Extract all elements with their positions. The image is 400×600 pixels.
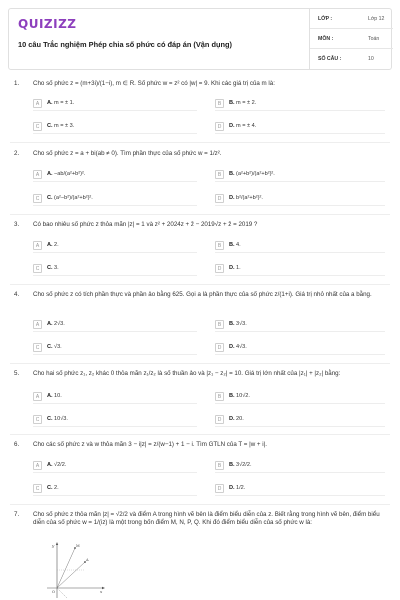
option-letter: C.	[47, 123, 53, 129]
quizizz-logo: QUIZIZZ	[18, 17, 77, 31]
option-letter: A.	[47, 393, 53, 399]
option-a[interactable]	[33, 320, 197, 332]
option-text: 2√3.	[54, 321, 65, 327]
option-letter: A.	[47, 321, 53, 327]
option-text: m = ± 3.	[54, 123, 75, 129]
option-b[interactable]	[215, 461, 385, 473]
option-letter: B.	[229, 171, 235, 177]
option-d[interactable]	[215, 122, 385, 134]
option-letter: B.	[229, 242, 235, 248]
option-box[interactable]: D	[215, 484, 224, 493]
meta-label: LỚP :	[318, 16, 333, 22]
option-text: m = ± 2.	[236, 100, 257, 106]
option-box[interactable]: A	[33, 170, 42, 179]
meta-label: MÔN :	[318, 36, 334, 42]
question-text: Cho số phức z = (m+3i)/(1−i), m ∈ R. Số phức w = z² có |w| = 9. Khi các giá trị của m là:	[33, 80, 275, 87]
option-text: m = ± 1.	[54, 100, 75, 106]
option-letter: D.	[229, 195, 235, 201]
point-m-label: M	[76, 544, 80, 548]
option-box[interactable]: A	[33, 241, 42, 250]
option-text: −ab/(a²+b²)².	[54, 171, 86, 177]
meta-value: Lớp 12	[368, 16, 385, 22]
point-a-label: A	[86, 558, 89, 562]
option-letter: B.	[229, 462, 235, 468]
option-d[interactable]	[215, 343, 385, 355]
divider	[10, 214, 390, 215]
option-text: b²/(a²+b²)².	[236, 195, 263, 201]
meta-value: 10	[368, 56, 374, 62]
option-letter: D.	[229, 123, 235, 129]
option-d[interactable]	[215, 415, 385, 427]
option-box[interactable]: A	[33, 99, 42, 108]
option-letter: A.	[47, 462, 53, 468]
option-letter: A.	[47, 242, 53, 248]
option-a[interactable]	[33, 461, 197, 473]
option-box[interactable]: C	[33, 194, 42, 203]
meta-row-count	[310, 49, 393, 69]
option-a[interactable]	[33, 170, 197, 182]
x-axis-arrow	[102, 587, 105, 589]
option-text: 2.	[54, 485, 59, 491]
option-letter: C.	[47, 485, 53, 491]
option-box[interactable]: D	[215, 343, 224, 352]
option-text: √2/2.	[54, 462, 67, 468]
question-number: 6.	[14, 441, 20, 448]
option-text: (a²+b²)/(a²+b²)².	[236, 171, 275, 177]
question-number: 5.	[14, 370, 20, 377]
option-letter: C.	[47, 195, 53, 201]
option-letter: C.	[47, 344, 53, 350]
worksheet-title: 10 câu Trắc nghiệm Phép chia số phức có đáp án (Vận dụng)	[18, 40, 232, 49]
option-box[interactable]: B	[215, 241, 224, 250]
meta-label: SỐ CÂU :	[318, 56, 342, 62]
option-box[interactable]: C	[33, 484, 42, 493]
option-box[interactable]: D	[215, 264, 224, 273]
option-a[interactable]	[33, 392, 197, 404]
option-c[interactable]	[33, 415, 197, 427]
segment-oa	[57, 562, 85, 588]
option-letter: B.	[229, 393, 235, 399]
option-letter: B.	[229, 100, 235, 106]
option-box[interactable]: C	[33, 343, 42, 352]
option-letter: B.	[229, 321, 235, 327]
option-box[interactable]: B	[215, 461, 224, 470]
option-text: 10√3.	[54, 416, 68, 422]
divider	[10, 434, 390, 435]
option-text: 1.	[236, 265, 241, 271]
question-text: Cho hai số phức z₁, z₂ khác 0 thỏa mãn z₁/z₂ là số thuần ảo và |z₁ − z₂| = 10. Giá trị lớn nhất của |z₁| + |z₂| bằng:	[33, 370, 341, 377]
question-number: 4.	[14, 291, 20, 298]
y-axis-label: y	[52, 543, 55, 548]
option-a[interactable]	[33, 241, 197, 253]
question-text: Cho các số phức z và w thỏa mãn 3 − i|z| = z/(w−1) + 1 − i. Tìm GTLN của T = |w + i|.	[33, 441, 267, 448]
option-box[interactable]: C	[33, 264, 42, 273]
meta-value: Toán	[368, 36, 380, 42]
divider	[10, 363, 390, 364]
option-text: (a²−b²)/(a²+b²)².	[54, 195, 93, 201]
complex-plane-figure	[45, 540, 105, 600]
option-d[interactable]	[215, 264, 385, 276]
option-text: 3.	[54, 265, 59, 271]
option-a[interactable]	[33, 99, 197, 111]
option-c[interactable]	[33, 343, 197, 355]
option-b[interactable]	[215, 241, 385, 253]
question-number: 2.	[14, 150, 20, 157]
option-c[interactable]	[33, 194, 197, 206]
y-axis-arrow	[56, 542, 58, 545]
option-text: 3√3.	[236, 321, 247, 327]
option-letter: C.	[47, 265, 53, 271]
option-b[interactable]	[215, 170, 385, 182]
x-axis-label: x	[100, 589, 103, 594]
option-b[interactable]	[215, 392, 385, 404]
option-letter: D.	[229, 344, 235, 350]
option-text: 10√2.	[236, 393, 250, 399]
option-text: 4.	[236, 242, 241, 248]
option-letter: D.	[229, 416, 235, 422]
divider	[10, 504, 390, 505]
option-letter: D.	[229, 265, 235, 271]
question-number: 1.	[14, 80, 20, 87]
question-text: Cho số phức z có tích phần thực và phần ảo bằng 625. Gọi a là phần thực của số phức z/(1+i). Giá trị nhỏ nhất của a bằng.	[33, 291, 372, 298]
meta-table	[309, 9, 392, 69]
option-text: 1/2.	[236, 485, 246, 491]
divider	[10, 284, 390, 285]
option-c[interactable]	[33, 122, 197, 134]
option-d[interactable]	[215, 484, 385, 496]
option-b[interactable]	[215, 99, 385, 111]
option-letter: A.	[47, 100, 53, 106]
option-box[interactable]: D	[215, 415, 224, 424]
option-box[interactable]: C	[33, 415, 42, 424]
option-text: 3√2/2.	[236, 462, 252, 468]
option-box[interactable]: B	[215, 170, 224, 179]
question-number: 7.	[14, 511, 20, 518]
segment-oq	[57, 588, 67, 598]
option-box[interactable]: B	[215, 392, 224, 401]
option-c[interactable]	[33, 264, 197, 276]
option-letter: C.	[47, 416, 53, 422]
option-box[interactable]: D	[215, 194, 224, 203]
option-box[interactable]: B	[215, 99, 224, 108]
option-letter: A.	[47, 171, 53, 177]
option-box[interactable]: A	[33, 461, 42, 470]
meta-row-subject	[310, 29, 393, 49]
option-text: 2.	[54, 242, 59, 248]
option-box[interactable]: A	[33, 392, 42, 401]
divider	[10, 142, 390, 143]
option-box[interactable]: D	[215, 122, 224, 131]
option-text: √3.	[54, 344, 62, 350]
option-box[interactable]: A	[33, 320, 42, 329]
option-text: 20.	[236, 416, 244, 422]
question-text: Cho số phức z thỏa mãn |z| = √2/2 và điểm A trong hình vẽ bên là điểm biểu diễn của z. Biết rằng trong hình vẽ bên, điểm biểu diễn của số phức w = 1/(iz) là một trong bốn điểm M, N, P, Q. Khi đó điểm biểu diễn của số phức w là:	[33, 511, 380, 526]
option-letter: D.	[229, 485, 235, 491]
option-c[interactable]	[33, 484, 197, 496]
meta-row-grade	[310, 9, 393, 29]
segment-om	[57, 548, 75, 588]
origin-label: O	[52, 590, 55, 594]
option-text: m = ± 4.	[236, 123, 257, 129]
question-number: 3.	[14, 221, 20, 228]
worksheet-header	[8, 8, 392, 70]
option-box[interactable]: C	[33, 122, 42, 131]
question-text: Có bao nhiêu số phức z thỏa mãn |z| = 1 và z² + 2024z + z̄ − 2019√z + z̄ = 2019 ?	[33, 221, 258, 228]
option-box[interactable]: B	[215, 320, 224, 329]
option-text: 10.	[54, 393, 62, 399]
option-d[interactable]	[215, 194, 385, 206]
option-b[interactable]	[215, 320, 385, 332]
question-text: Cho số phức z = a + bi(ab ≠ 0). Tìm phần thực của số phức w = 1/z².	[33, 150, 222, 157]
option-text: 4√3.	[236, 344, 247, 350]
